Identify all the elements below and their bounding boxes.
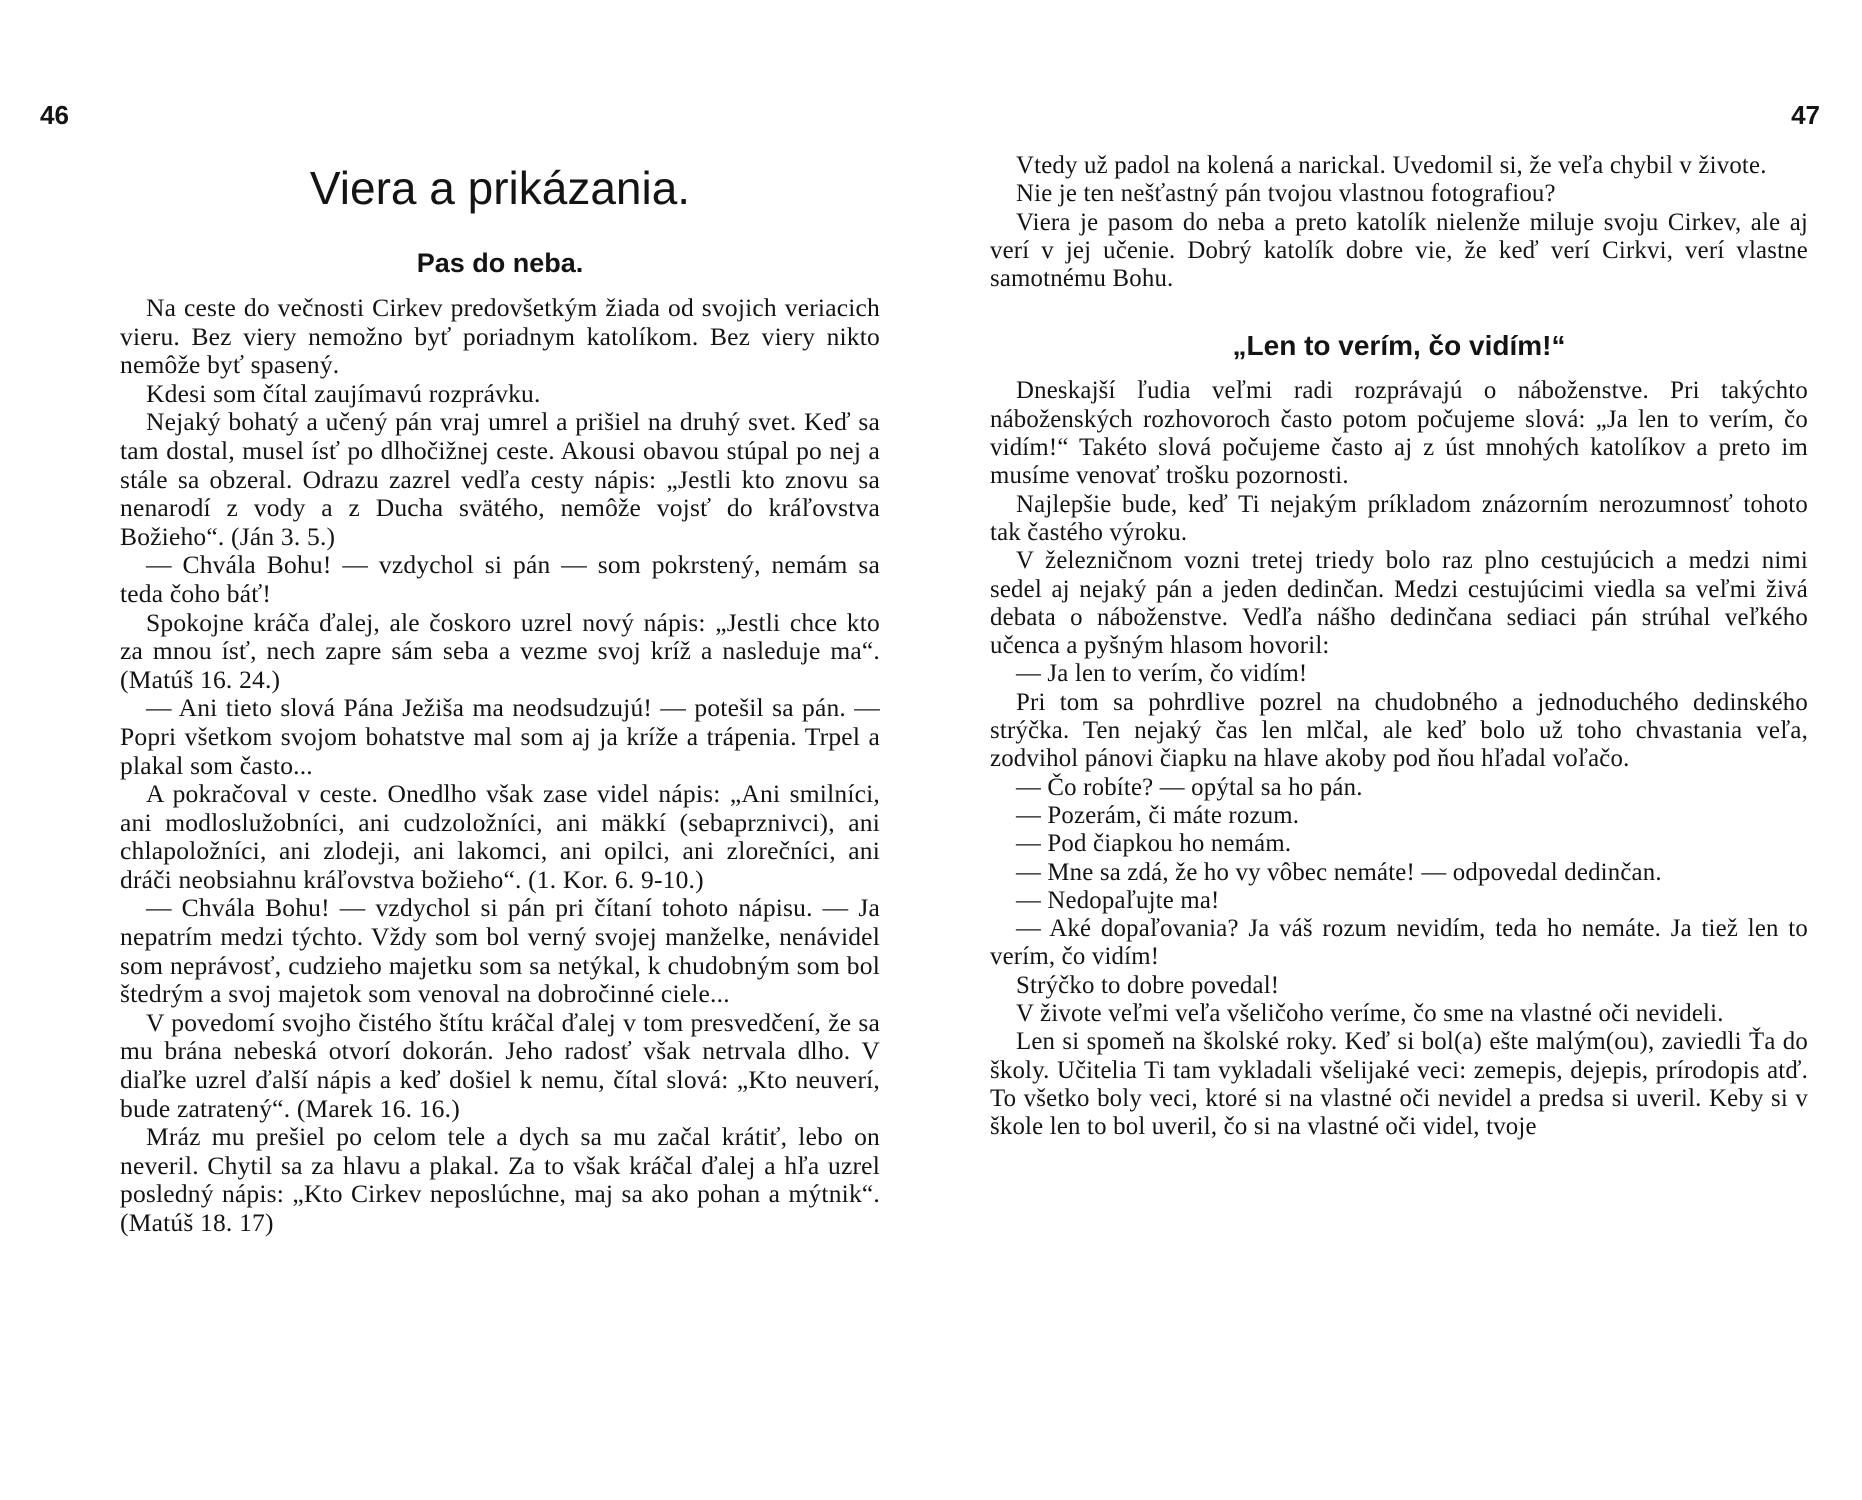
paragraph: A pokračoval v ceste. Onedlho však zase videl nápis: „Ani smilníci, ani modloslužobníci, ani cudzoložníci, ani mäkkí (sebaprznivci), ani chlapoložníci, ani zlodeji, ani lakomci, ani opilci, ani zlorečníci, ani dráči neobsiahnu kráľovstva božieho“. (1. Kor. 6. 9-10.) [120, 779, 880, 894]
paragraph: — Chvála Bohu! — vzdychol si pán — som pokrstený, nemám sa teda čoho báť! [120, 550, 880, 608]
paragraph: — Chvála Bohu! — vzdychol si pán pri čítaní tohoto nápisu. — Ja nepatrím medzi týchto. Vždy som bol verný svojej manželke, nenávidel som neprávosť, cudzieho majetku som sa netýkal, k chudobným som bol štedrým a svoj majetok som venoval na dobročinné ciele... [120, 893, 880, 1009]
left-text-column [120, 160, 880, 1238]
page-number-left: 46 [40, 100, 69, 130]
paragraph: — Čo robíte? — opýtal sa ho pán. [1016, 773, 1363, 801]
paragraph: Na ceste do večnosti Cirkev predovšetkým žiada od svojich veriacich vieru. Bez viery nemožno byť poriadnym katolíkom. Bez viery nikto nemôže byť spasený. [120, 293, 880, 380]
paragraph: — Ja len to verím, čo vidím! [1016, 660, 1308, 688]
page-number-right: 47 [1791, 100, 1820, 130]
section-heading-len-to-verim: „Len to verím, čo vidím!“ [1232, 330, 1566, 362]
paragraph: — Pod čiapkou ho nemám. [1016, 830, 1292, 858]
paragraph: Kdesi som čítal zaujímavú rozprávku. [146, 378, 541, 408]
paragraph: — Nedopaľujte ma! [1016, 886, 1220, 914]
paragraph: Nejaký bohatý a učený pán vraj umrel a prišiel na druhý svet. Keď sa tam dostal, musel ísť po dlhočižnej ceste. Akousi obavou stúpal po nej a stále sa obzeral. Odrazu zazrel vedľa cesty nápis: „Jestli kto znovu sa nenarodí z vody a z Ducha svätého, nemôže vojsť do kráľovstva Božieho“. (Ján 3. 5.) [120, 407, 880, 551]
paragraph: Pri tom sa pohrdlive pozrel na chudobného a jednoduchého dedinského strýčka. Ten nejaký čas len mlčal, ale keď bolo už toho chvastania veľa, zodvihol pánovi čiapku na hlave akoby pod ňou hľadal voľačo. [990, 688, 1808, 773]
right-page [990, 0, 1820, 1500]
paragraph: — Pozerám, či máte rozum. [1016, 801, 1300, 829]
page-title: Viera a prikázania. [309, 162, 691, 214]
paragraph: — Ani tieto slová Pána Ježiša ma neodsudzujú! — potešil sa pán. — Popri všetkom svojom bohatstve mal som aj ja kríže a trápenia. Trpel a plakal som často... [120, 693, 880, 780]
left-page [40, 0, 890, 1500]
paragraph: Spokojne kráča ďalej, ale čoskoro uzrel nový nápis: „Jestli chce kto za mnou ísť, nech zapre sám seba a vezme svoj kríž a nasleduje ma“. (Matúš 16. 24.) [120, 607, 880, 694]
paragraph: Mráz mu prešiel po celom tele a dych sa mu začal krátiť, lebo on neveril. Chytil sa za hlavu a plakal. Za to však kráčal ďalej a hľa uzrel posledný nápis: „Kto Cirkev neposlúchne, maj sa ako pohan a mýtnik“. (Matúš 18. 17) [120, 1122, 880, 1237]
paragraph: — Aké dopaľovania? Ja váš rozum nevidím, teda ho nemáte. Ja tiež len to verím, čo vidím! [990, 915, 1808, 971]
paragraph: Najlepšie bude, keď Ti nejakým príkladom znázorním nerozumnosť tohoto tak častého výroku. [990, 490, 1808, 546]
right-text-column [990, 152, 1808, 1142]
paragraph: V živote veľmi veľa všeličoho veríme, čo sme na vlastné oči nevideli. [1016, 1000, 1724, 1028]
paragraph: V povedomí svojho čistého štítu kráčal ďalej v tom presvedčení, že sa mu brána nebeská otvorí dokorán. Jeho radosť však netrvala dlho. V diaľke uzrel ďalší nápis a keď došiel k nemu, čítal slová: „Kto neuverí, bude zatratený“. (Marek 16. 16.) [120, 1007, 880, 1123]
paragraph: Len si spomeň na školské roky. Keď si bol(a) ešte malým(ou), zaviedli Ťa do školy. Učitelia Ti tam vykladali všelijaké veci: zemepis, dejepis, prírodopis atď. To všetko boly veci, ktoré si na vlastné oči nevidel a predsa si uveril. Keby si v škole len to bol uveril, čo si na vlastné oči videl, tvoje [990, 1028, 1808, 1141]
paragraph: Strýčko to dobre povedal! [1016, 971, 1280, 999]
paragraph: Viera je pasom do neba a preto katolík nielenže miluje svoju Cirkev, ale aj verí v jej učenie. Dobrý katolík dobre vie, že keď verí Cirkvi, verí vlastne samotnému Bohu. [990, 208, 1808, 293]
paragraph: — Mne sa zdá, že ho vy vôbec nemáte! — odpovedal dedinčan. [1016, 858, 1662, 886]
paragraph: Dneskajší ľudia veľmi radi rozprávajú o náboženstve. Pri takýchto náboženských rozhovoroch často potom počujeme slová: „Ja len to verím, čo vidím!“ Takéto slová počujeme často aj z úst mnohých katolíkov a preto im musíme venovať trošku pozornosti. [990, 377, 1808, 490]
paragraph: Vtedy už padol na kolená a narickal. Uvedomil si, že veľa chybil v živote. [1016, 152, 1767, 179]
paragraph: V železničnom vozni tretej triedy bolo raz plno cestujúcich a medzi nimi sedel aj nejaký pán a jeden dedinčan. Medzi cestujúcimi viedla sa veľmi živá debata o náboženstve. Vedľa nášho dedinčana sediaci pán strúhal veľkého učenca a pyšným hlasom hovoril: [990, 547, 1808, 660]
section-heading-pas-do-neba: Pas do neba. [416, 248, 584, 278]
paragraph: Nie je ten nešťastný pán tvojou vlastnou fotografiou? [1016, 180, 1556, 208]
